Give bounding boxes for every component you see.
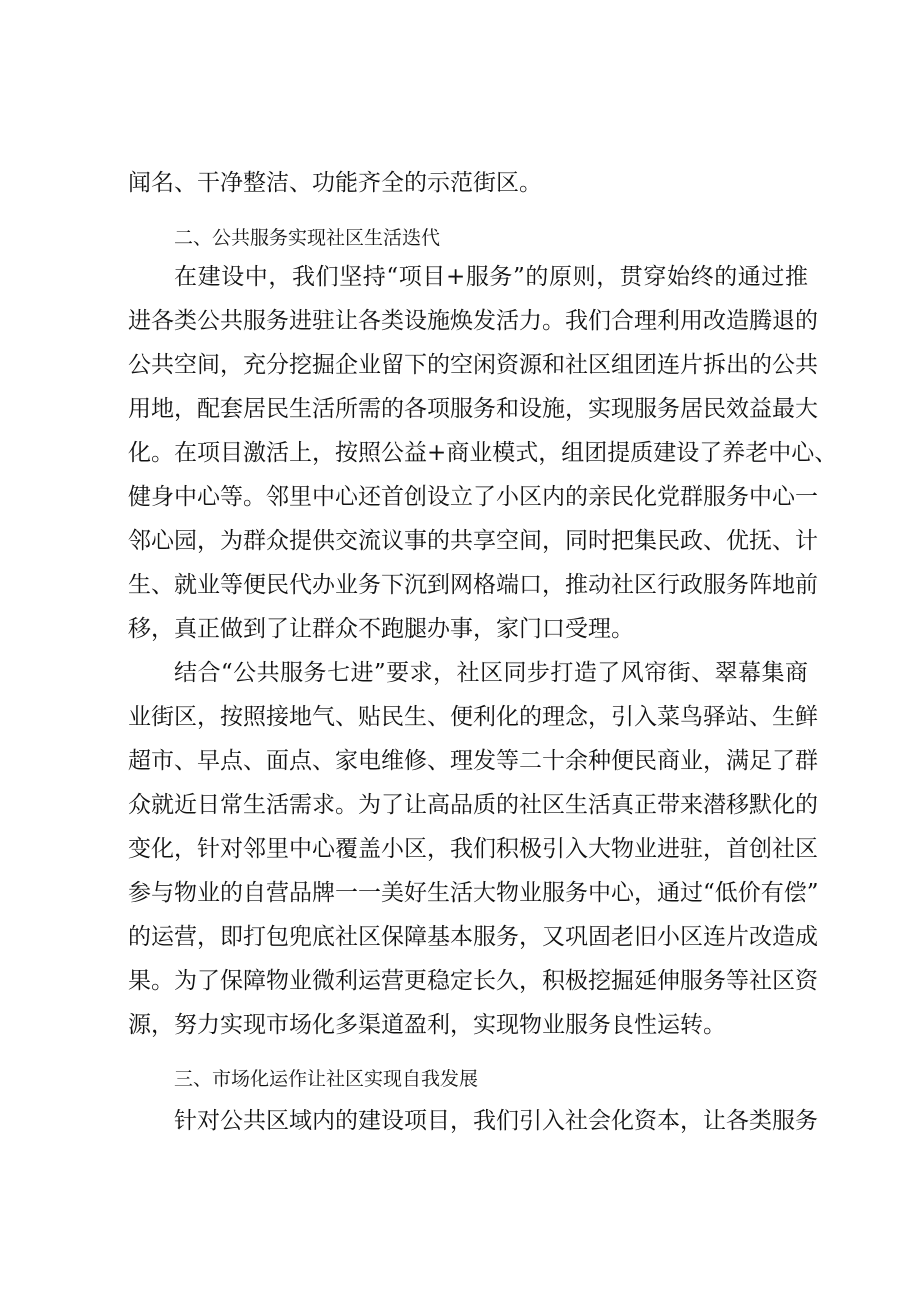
paragraph-line: 针对公共区域内的建设项目，我们引入社会化资本，让各类服务 xyxy=(174,1108,818,1134)
intro-line: 闻名、干净整洁、功能齐全的示范街区。 xyxy=(128,170,542,196)
paragraph-line: 在建设中，我们坚持“项目+服务”的原则，贯穿始终的通过推 xyxy=(174,264,808,290)
paragraph-line: 化。在项目激活上，按照公益+商业模式，组团提质建设了养老中心、 xyxy=(128,440,838,466)
paragraph-line: 变化，针对邻里中心覆盖小区，我们积极引入大物业进驻，首创社区 xyxy=(128,836,818,862)
paragraph-line: 邻心园，为群众提供交流议事的共享空间，同时把集民政、优抚、计 xyxy=(128,528,818,554)
paragraph-line: 果。为了保障物业微利运营更稳定长久，积极挖掘延伸服务等社区资 xyxy=(128,968,818,994)
paragraph-line: 的运营，即打包兜底社区保障基本服务，又巩固老旧小区连片改造成 xyxy=(128,924,818,950)
paragraph-line: 超市、早点、面点、家电维修、理发等二十余种便民商业，满足了群 xyxy=(128,748,818,774)
paragraph-line: 生、就业等便民代办业务下沉到网格端口，推动社区行政服务阵地前 xyxy=(128,572,818,598)
paragraph-line: 结合“公共服务七进”要求，社区同步打造了风帘街、翠幕集商 xyxy=(174,660,808,686)
section-2-heading: 二、公共服务实现社区生活迭代 xyxy=(174,227,441,249)
paragraph-line: 公共空间，充分挖掘企业留下的空闲资源和社区组团连片拆出的公共 xyxy=(128,352,818,378)
paragraph-line: 健身中心等。邻里中心还首创设立了小区内的亲民化党群服务中心一 xyxy=(128,484,818,510)
paragraph-line: 移，真正做到了让群众不跑腿办事，家门口受理。 xyxy=(128,616,634,642)
paragraph-line: 众就近日常生活需求。为了让高品质的社区生活真正带来潜移默化的 xyxy=(128,792,818,818)
section-3-heading: 三、市场化运作让社区实现自我发展 xyxy=(174,1068,479,1090)
paragraph-line: 源，努力实现市场化多渠道盈利，实现物业服务良性运转。 xyxy=(128,1012,726,1038)
paragraph-line: 进各类公共服务进驻让各类设施焕发活力。我们合理利用改造腾退的 xyxy=(128,308,818,334)
paragraph-line: 参与物业的自营品牌一一美好生活大物业服务中心，通过“低价有偿” xyxy=(128,880,819,906)
paragraph-line: 用地，配套居民生活所需的各项服务和设施，实现服务居民效益最大 xyxy=(128,396,818,422)
paragraph-line: 业街区，按照接地气、贴民生、便利化的理念，引入菜鸟驿站、生鲜 xyxy=(128,704,818,730)
